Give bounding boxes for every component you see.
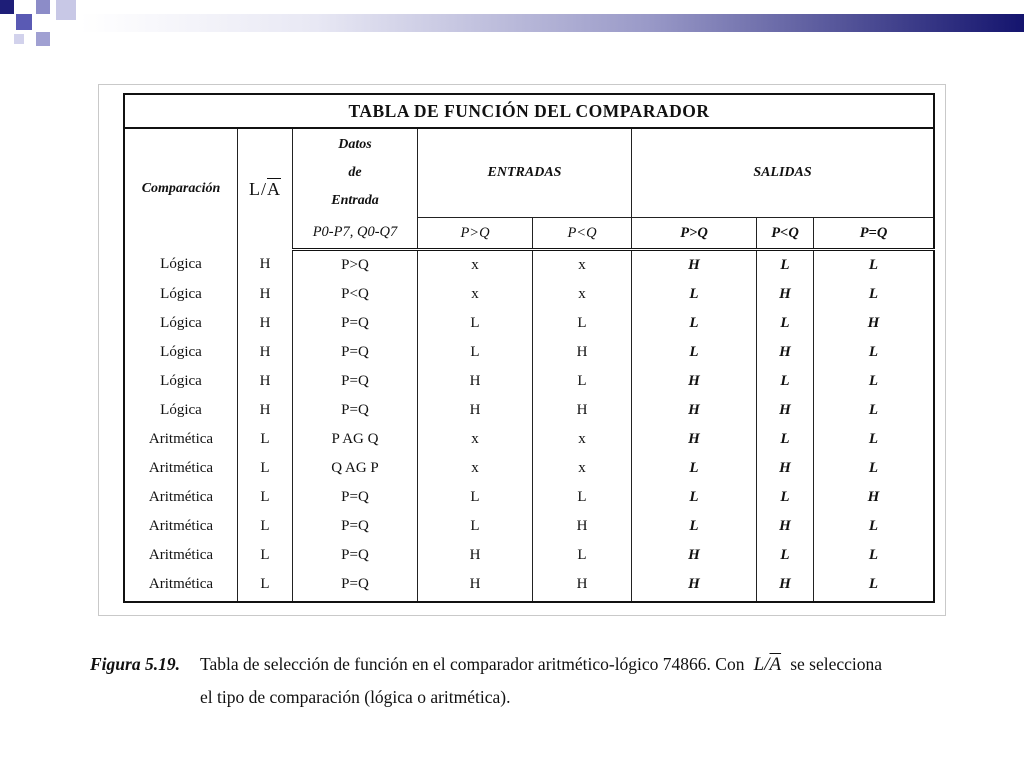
cell-out-p-equal-q: L — [814, 425, 935, 454]
cell-out-p-equal-q: L — [814, 454, 935, 483]
cell-out-p-greater-q: L — [632, 280, 757, 309]
table-title: TABLA DE FUNCIÓN DEL COMPARADOR — [124, 94, 934, 128]
cell-la: H — [238, 338, 293, 367]
cell-datos: P=Q — [293, 512, 418, 541]
slide-decoration-square — [36, 0, 50, 14]
cell-out-p-less-q: L — [757, 483, 814, 512]
cell-out-p-equal-q: L — [814, 250, 935, 281]
cell-in-p-less-q: H — [533, 396, 632, 425]
table-row — [124, 367, 934, 396]
cell-out-p-greater-q: L — [632, 309, 757, 338]
caption-text-a: Tabla de selección de función en el comparador aritmético-lógico 74866. Con — [200, 654, 745, 674]
cell-la: H — [238, 396, 293, 425]
table-row — [124, 250, 934, 281]
cell-in-p-less-q: L — [533, 483, 632, 512]
cell-la: L — [238, 512, 293, 541]
cell-in-p-greater-q: L — [418, 338, 533, 367]
cell-datos: P=Q — [293, 396, 418, 425]
table-row — [124, 541, 934, 570]
cell-comparacion: Lógica — [124, 396, 238, 425]
slide-header-gradient-bar — [80, 14, 1024, 32]
caption-line-2: el tipo de comparación (lógica o aritmética). — [200, 687, 511, 707]
cell-datos: P=Q — [293, 338, 418, 367]
cell-la: H — [238, 309, 293, 338]
cell-out-p-equal-q: L — [814, 280, 935, 309]
cell-in-p-less-q: x — [533, 280, 632, 309]
slide-decoration-square — [16, 14, 32, 30]
header-salidas: SALIDAS — [632, 128, 935, 218]
cell-la: L — [238, 454, 293, 483]
table-row — [124, 309, 934, 338]
cell-out-p-greater-q: H — [632, 396, 757, 425]
cell-out-p-greater-q: H — [632, 541, 757, 570]
cell-out-p-equal-q: L — [814, 570, 935, 602]
cell-in-p-greater-q: x — [418, 280, 533, 309]
cell-la: L — [238, 541, 293, 570]
cell-comparacion: Lógica — [124, 309, 238, 338]
table-row — [124, 483, 934, 512]
cell-out-p-greater-q: H — [632, 250, 757, 281]
header-output-p-equal-q: P=Q — [814, 218, 935, 250]
header-datos-range: P0-P7, Q0-Q7 — [293, 218, 418, 250]
cell-datos: P=Q — [293, 483, 418, 512]
cell-in-p-less-q: x — [533, 250, 632, 281]
cell-out-p-greater-q: L — [632, 483, 757, 512]
header-input-p-less-q: P<Q — [533, 218, 632, 250]
slide-decoration-square — [14, 34, 24, 44]
cell-out-p-less-q: H — [757, 512, 814, 541]
cell-out-p-less-q: L — [757, 425, 814, 454]
header-la: $L/\overline{A}$ — [238, 128, 293, 250]
table-row — [124, 454, 934, 483]
cell-out-p-equal-q: H — [814, 309, 935, 338]
cell-in-p-less-q: L — [533, 309, 632, 338]
cell-out-p-less-q: L — [757, 309, 814, 338]
header-output-p-greater-q: P>Q — [632, 218, 757, 250]
cell-out-p-equal-q: L — [814, 512, 935, 541]
cell-in-p-greater-q: x — [418, 250, 533, 281]
cell-in-p-less-q: x — [533, 454, 632, 483]
table-row — [124, 338, 934, 367]
cell-out-p-equal-q: L — [814, 367, 935, 396]
cell-in-p-greater-q: L — [418, 512, 533, 541]
cell-datos: P=Q — [293, 309, 418, 338]
cell-la: H — [238, 367, 293, 396]
table-row — [124, 280, 934, 309]
cell-out-p-less-q: H — [757, 280, 814, 309]
cell-out-p-less-q: L — [757, 250, 814, 281]
cell-out-p-greater-q: L — [632, 338, 757, 367]
cell-la: H — [238, 280, 293, 309]
cell-out-p-equal-q: L — [814, 396, 935, 425]
cell-la: L — [238, 570, 293, 602]
cell-datos: P=Q — [293, 541, 418, 570]
figure-caption — [90, 648, 970, 713]
cell-in-p-less-q: H — [533, 512, 632, 541]
cell-in-p-greater-q: x — [418, 454, 533, 483]
table-row — [124, 396, 934, 425]
table-row — [124, 512, 934, 541]
cell-comparacion: Aritmética — [124, 512, 238, 541]
cell-datos: P<Q — [293, 280, 418, 309]
cell-datos: Q AG P — [293, 454, 418, 483]
header-input-p-greater-q: P>Q — [418, 218, 533, 250]
cell-comparacion: Aritmética — [124, 570, 238, 602]
table-row — [124, 425, 934, 454]
table-row — [124, 570, 934, 602]
slide-decoration-square — [56, 0, 76, 20]
cell-out-p-equal-q: H — [814, 483, 935, 512]
header-entradas: ENTRADAS — [418, 128, 632, 218]
cell-out-p-greater-q: H — [632, 367, 757, 396]
header-output-p-less-q: P<Q — [757, 218, 814, 250]
cell-out-p-greater-q: L — [632, 454, 757, 483]
header-comparacion: Comparación — [124, 128, 238, 250]
cell-comparacion: Aritmética — [124, 541, 238, 570]
cell-out-p-less-q: L — [757, 541, 814, 570]
cell-out-p-less-q: H — [757, 396, 814, 425]
cell-datos: P>Q — [293, 250, 418, 281]
cell-in-p-greater-q: H — [418, 367, 533, 396]
cell-out-p-greater-q: H — [632, 570, 757, 602]
cell-in-p-greater-q: x — [418, 425, 533, 454]
cell-in-p-greater-q: H — [418, 570, 533, 602]
slide-decoration-square — [0, 0, 14, 14]
header-datos-entrada: Datos de Entrada — [293, 128, 418, 218]
cell-datos: P AG Q — [293, 425, 418, 454]
cell-in-p-less-q: x — [533, 425, 632, 454]
figure-number: Figura 5.19. — [90, 654, 180, 674]
cell-out-p-less-q: L — [757, 367, 814, 396]
caption-text-b: se selecciona — [790, 654, 883, 674]
cell-datos: P=Q — [293, 570, 418, 602]
cell-comparacion: Lógica — [124, 280, 238, 309]
cell-out-p-equal-q: L — [814, 541, 935, 570]
cell-in-p-greater-q: L — [418, 309, 533, 338]
cell-in-p-greater-q: L — [418, 483, 533, 512]
slide-decoration-square — [36, 32, 50, 46]
cell-in-p-greater-q: H — [418, 541, 533, 570]
cell-out-p-greater-q: L — [632, 512, 757, 541]
cell-comparacion: Lógica — [124, 338, 238, 367]
cell-in-p-less-q: H — [533, 570, 632, 602]
cell-out-p-greater-q: H — [632, 425, 757, 454]
cell-comparacion: Lógica — [124, 250, 238, 281]
cell-out-p-less-q: H — [757, 570, 814, 602]
comparator-function-table — [123, 93, 935, 603]
caption-la-symbol: $L/\overline{A}$ — [753, 654, 782, 675]
cell-la: H — [238, 250, 293, 281]
cell-la: L — [238, 425, 293, 454]
cell-out-p-less-q: H — [757, 454, 814, 483]
cell-comparacion: Aritmética — [124, 425, 238, 454]
cell-in-p-greater-q: H — [418, 396, 533, 425]
cell-datos: P=Q — [293, 367, 418, 396]
cell-in-p-less-q: L — [533, 541, 632, 570]
cell-in-p-less-q: L — [533, 367, 632, 396]
cell-la: L — [238, 483, 293, 512]
cell-out-p-less-q: H — [757, 338, 814, 367]
cell-comparacion: Aritmética — [124, 483, 238, 512]
cell-comparacion: Aritmética — [124, 454, 238, 483]
scanned-table-image — [98, 84, 946, 616]
cell-comparacion: Lógica — [124, 367, 238, 396]
cell-out-p-equal-q: L — [814, 338, 935, 367]
cell-in-p-less-q: H — [533, 338, 632, 367]
table-body — [124, 250, 934, 603]
